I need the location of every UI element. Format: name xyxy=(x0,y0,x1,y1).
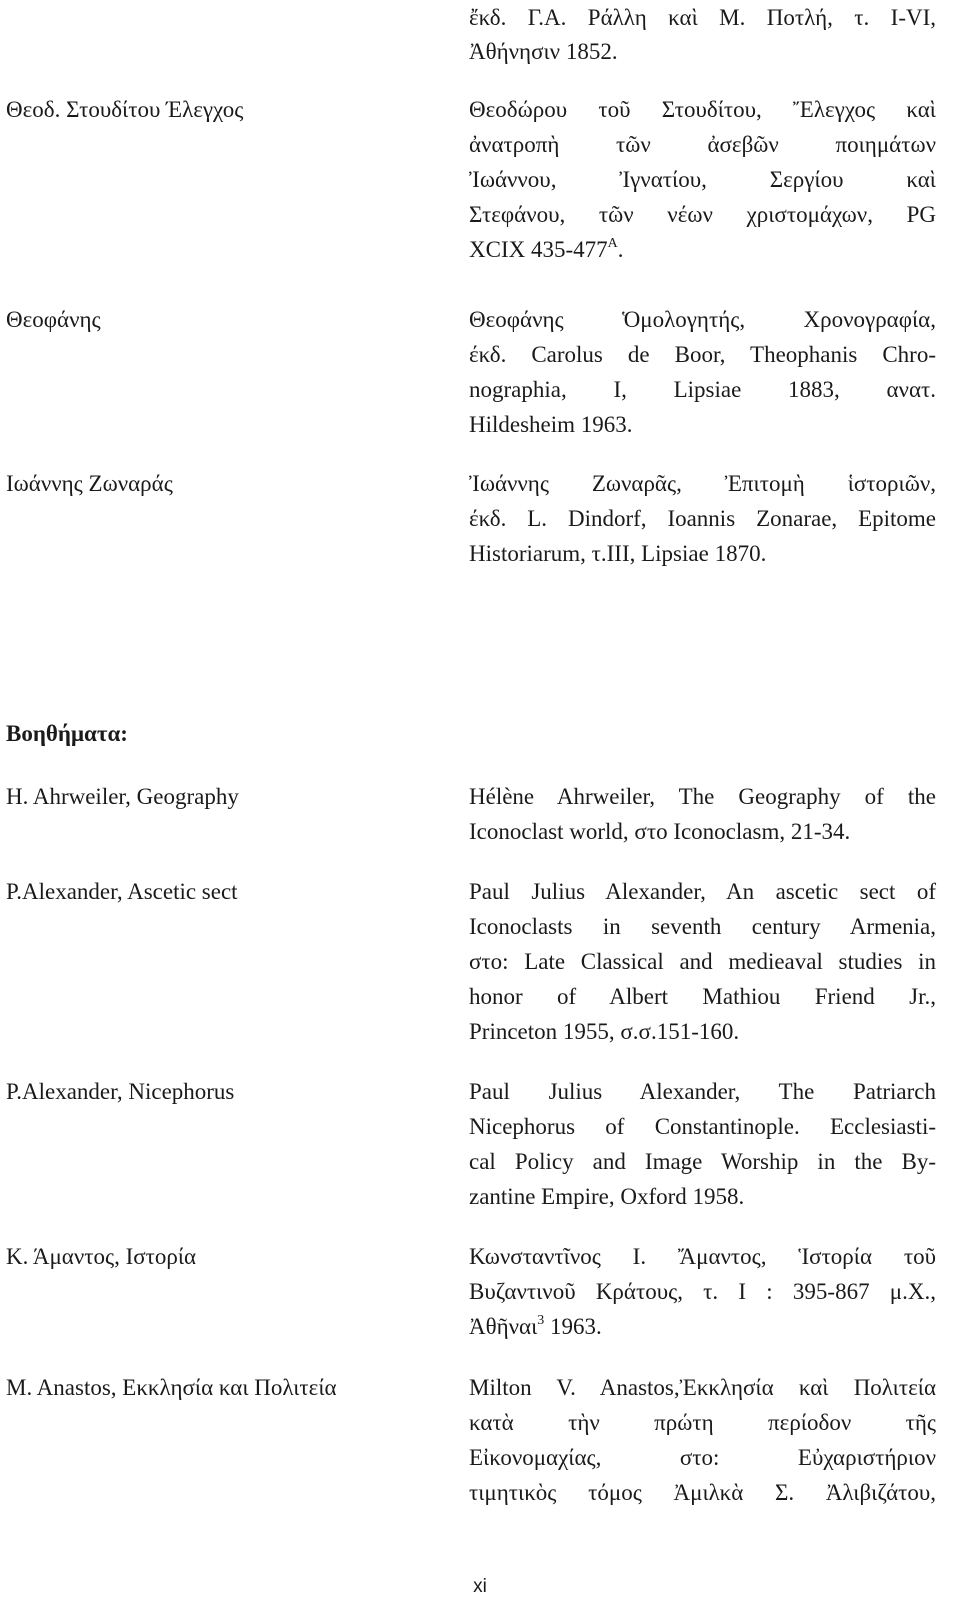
source-line: Θεοδώρου τοῦ Στουδίτου, Ἔλεγχος καὶ xyxy=(469,97,936,122)
source-abbr-zonaras: Ιωάννης Ζωναράς xyxy=(6,471,173,496)
aid-line: cal Policy and Image Worship in the By- xyxy=(469,1149,936,1174)
aid-line: Iconoclast world, στο Iconoclasm, 21-34. xyxy=(469,819,851,844)
aid-line: zantine Empire, Oxford 1958. xyxy=(469,1184,745,1209)
superscript: A xyxy=(607,236,618,252)
aid-line: Milton V. Anastos,Ἐκκλησία καὶ Πολιτεία xyxy=(469,1375,936,1400)
aid-line: στο: Late Classical and medieaval studies in xyxy=(469,949,936,974)
aid-line: Κωνσταντῖνος Ι. Ἄμαντος, Ἱστορία τοῦ xyxy=(469,1244,936,1269)
aid-line-tail: 1963. xyxy=(544,1314,602,1339)
source-line: έκδ. Carolus de Boor, Theophanis Chro- xyxy=(469,342,936,367)
source-line: Στεφάνου, τῶν νέων χριστομάχων, PG xyxy=(469,202,936,227)
aid-line: Εἰκονομαχίας, στο: Εὐχαριστήριον xyxy=(469,1445,936,1470)
aid-line: τιμητικὸς τόμος Ἀμιλκὰ Σ. Ἀλιβιζάτου, xyxy=(469,1480,936,1505)
aid-line: κατὰ τὴν πρώτη περίοδον τῆς xyxy=(469,1410,936,1435)
source-abbr-theophanes: Θεοφάνης xyxy=(6,307,101,332)
source-line: Historiarum, τ.III, Lipsiae 1870. xyxy=(469,541,767,566)
source-line: έκδ. L. Dindorf, Ioannis Zonarae, Epitome xyxy=(469,506,936,531)
source-abbr-theodore: Θεοδ. Στουδίτου Έλεγχος xyxy=(6,97,244,122)
aid-line: honor of Albert Mathiou Friend Jr., xyxy=(469,984,936,1009)
aid-line: Hélène Ahrweiler, The Geography of the xyxy=(469,784,936,809)
continuation-line: Ἀθήνησιν 1852. xyxy=(469,39,618,64)
source-line: ἀνατροπὴ τῶν ἀσεβῶν ποιημάτων xyxy=(469,132,936,157)
aid-abbr-alexander-ascetic: P.Alexander, Ascetic sect xyxy=(6,879,238,904)
aid-line: Paul Julius Alexander, The Patriarch xyxy=(469,1079,936,1104)
aid-abbr-amantos: Κ. Άμαντος, Ιστορία xyxy=(6,1244,197,1269)
aid-line: Paul Julius Alexander, An ascetic sect of xyxy=(469,879,936,904)
aid-line: Βυζαντινοῦ Κράτους, τ. Ι : 395-867 μ.Χ., xyxy=(469,1279,936,1304)
aid-line xyxy=(469,1315,602,1338)
aid-line: Nicephorus of Constantinople. Ecclesiasti- xyxy=(469,1114,936,1139)
aid-line: Iconoclasts in seventh century Armenia, xyxy=(469,914,936,939)
aid-line-text: Ἀθῆναι xyxy=(469,1314,538,1339)
source-line: Hildesheim 1963. xyxy=(469,412,633,437)
aid-abbr-alexander-nicephorus: P.Alexander, Nicephorus xyxy=(6,1079,235,1104)
aid-abbr-anastos: M. Anastos, Εκκλησία και Πολιτεία xyxy=(6,1375,337,1400)
source-line: Ἰωάννης Ζωναρᾶς, Ἐπιτομὴ ἱστοριῶν, xyxy=(469,471,936,496)
source-line: Θεοφάνης Ὁμολογητής, Χρονογραφία, xyxy=(469,307,936,332)
source-line-text: XCIX 435-477 xyxy=(469,237,608,262)
source-line: Ἰωάννου, Ἰγνατίου, Σεργίου καὶ xyxy=(469,167,936,192)
source-line: nographia, I, Lipsiae 1883, ανατ. xyxy=(469,377,936,402)
aids-heading: Βοηθήματα: xyxy=(6,721,128,746)
aid-line: Princeton 1955, σ.σ.151-160. xyxy=(469,1019,740,1044)
page-number: xi xyxy=(473,1576,487,1597)
source-line xyxy=(469,238,624,261)
superscript: 3 xyxy=(537,1313,545,1329)
source-line-tail: . xyxy=(617,237,624,262)
continuation-line: ἔκδ. Γ.Α. Ράλλη καὶ Μ. Ποτλή, τ. I-VI, xyxy=(469,5,936,30)
aid-abbr-ahrweiler: H. Ahrweiler, Geography xyxy=(6,784,239,809)
